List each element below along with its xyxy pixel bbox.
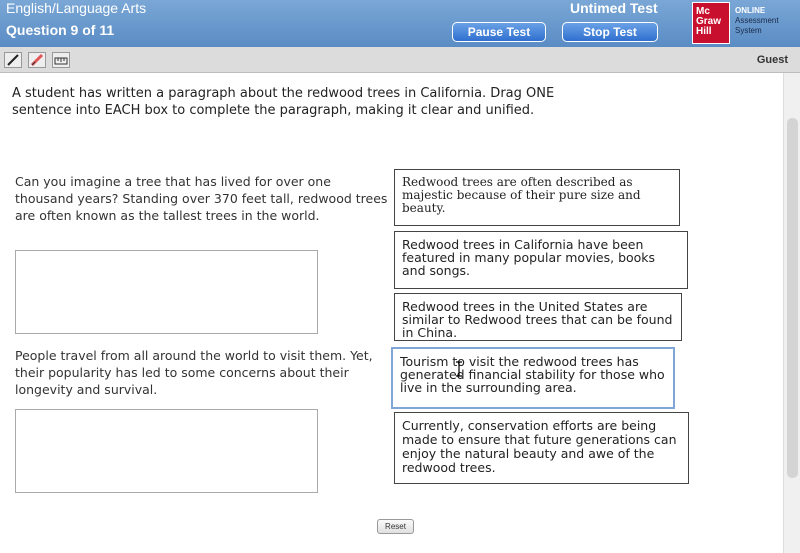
vertical-scrollbar[interactable] [783, 73, 800, 553]
question-prompt: A student has written a paragraph about the redwood trees in California. Drag ONE sentence into EACH box to complete the paragraph, making it clear and unified. [12, 86, 555, 118]
mcgraw-hill-logo [692, 2, 730, 44]
system-name-line: ONLINE [735, 6, 766, 15]
sentence-choice-1[interactable]: Redwood trees are often described as majestic because of their pure size and beauty. [394, 169, 680, 226]
pencil-icon[interactable] [4, 52, 22, 68]
system-name-line: System [735, 26, 762, 35]
system-name [735, 6, 779, 36]
highlighter-icon[interactable] [28, 52, 46, 68]
sentence-choice-4[interactable]: Tourism to visit the redwood trees has generated financial stability for those who live in the surrounding area. [391, 347, 675, 409]
user-label: Guest [756, 54, 788, 66]
logo-line: Graw [696, 16, 722, 27]
pause-test-button[interactable]: Pause Test [452, 22, 546, 42]
logo-line: Hill [696, 26, 712, 37]
ruler-icon[interactable] [52, 52, 70, 68]
paragraph-part-1: Can you imagine a tree that has lived for over one thousand years? Standing over 370 feet tall, redwood trees are often known as the tallest trees in the world. [15, 174, 388, 223]
system-name-line: Assessment [735, 16, 779, 25]
tool-bar [0, 47, 800, 73]
top-header [0, 0, 800, 47]
paragraph-part-2: People travel from all around the world to visit them. Yet, their popularity has led to some concerns about their longevity and survival. [15, 348, 373, 397]
scrollbar-thumb[interactable] [787, 118, 798, 478]
stop-test-button[interactable]: Stop Test [562, 22, 658, 42]
drop-target-2[interactable] [15, 409, 318, 493]
subject-title: English/Language Arts [6, 0, 147, 16]
timer-label: Untimed Test [570, 0, 658, 16]
reset-button[interactable]: Reset [377, 519, 414, 534]
text-cursor-icon [455, 361, 463, 381]
logo-line: Mc [696, 6, 710, 17]
drop-target-1[interactable] [15, 250, 318, 334]
sentence-choice-5[interactable]: Currently, conservation efforts are being made to ensure that future generations can enjoy the natural beauty and awe of the redwood trees. [394, 412, 689, 484]
question-counter: Question 9 of 11 [6, 22, 115, 38]
sentence-choice-2[interactable]: Redwood trees in California have been featured in many popular movies, books and songs. [394, 231, 688, 289]
sentence-choice-3[interactable]: Redwood trees in the United States are similar to Redwood trees that can be found in China. [394, 293, 682, 341]
